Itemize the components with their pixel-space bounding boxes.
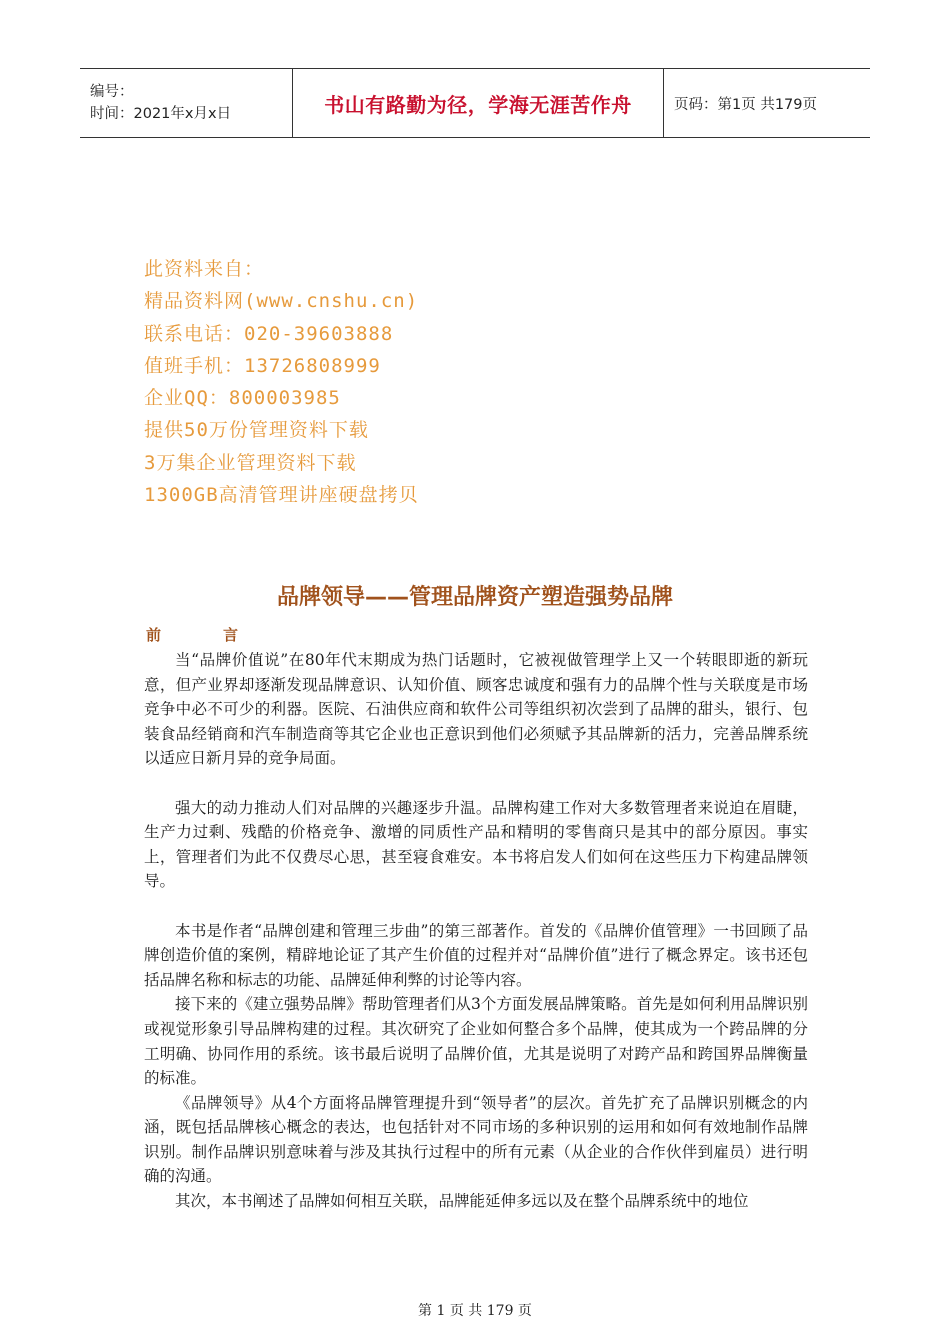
header-number: 编号： — [90, 84, 134, 100]
preface-char-1: 前 — [146, 626, 162, 644]
promo-block — [144, 253, 419, 511]
page-footer: 第 1 页 共 179 页 — [418, 1303, 532, 1319]
page-header — [80, 68, 870, 138]
paragraph: 接下来的《建立强势品牌》帮助管理者们从3个方面发展品牌策略。首先是如何利用品牌识别或视觉形象引导品牌构建的过程。其次研究了企业如何整合多个品牌，使其成为一个跨品牌的分工明确、协同作用的系统。该书最后说明了品牌价值，尤其是说明了对跨产品和跨国界品牌衡量的标准。 — [144, 995, 808, 1088]
promo-line: 精品资料网(www.cnshu.cn) — [144, 290, 419, 313]
header-page-number: 页码：第1页 共179页 — [674, 96, 818, 113]
header-motto: 书山有路勤为径，学海无涯苦作舟 — [324, 92, 632, 117]
header-motto-cell — [292, 69, 664, 137]
promo-line: 联系电话：020-39603888 — [144, 322, 394, 345]
promo-line: 值班手机：13726808999 — [144, 354, 381, 377]
preface-heading — [146, 624, 238, 645]
promo-line: 提供50万份管理资料下载 — [144, 419, 369, 442]
header-page-cell — [664, 69, 817, 137]
header-date: 时间：2021年x月x日 — [90, 106, 232, 122]
promo-line: 3万集企业管理资料下载 — [144, 451, 357, 474]
document-title: 品牌领导——管理品牌资产塑造强势品牌 — [276, 585, 673, 610]
promo-line: 此资料来自： — [144, 258, 265, 280]
paragraph: 本书是作者“品牌创建和管理三步曲”的第三部著作。首发的《品牌价值管理》一书回顾了品牌创造价值的案例，精辟地论证了其产生价值的过程并对“品牌价值”进行了概念界定。该书还包括品牌名称和标志的功能、品牌延伸利弊的讨论等内容。 — [144, 921, 808, 989]
header-meta — [80, 69, 292, 137]
preface-char-2: 言 — [223, 626, 239, 644]
promo-line: 企业QQ：800003985 — [144, 387, 341, 410]
paragraph: 当“品牌价值说”在80年代末期成为热门话题时，它被视做管理学上又一个转眼即逝的新玩意，但产业界却逐渐发现品牌意识、认知价值、顾客忠诚度和强有力的品牌个性与关联度是市场竞争中必不可少的利器。医院、石油供应商和软件公司等组织初次尝到了品牌的甜头，银行、包装食品经销商和汽车制造商等其它企业也正意识到他们必须赋予其品牌新的活力，完善品牌系统以适应日新月异的竞争局面。 — [144, 651, 808, 768]
paragraph: 强大的动力推动人们对品牌的兴趣逐步升温。品牌构建工作对大多数管理者来说迫在眉睫，生产力过剩、残酷的价格竞争、激增的同质性产品和精明的零售商只是其中的部分原因。事实上，管理者们为此不仅费尽心思，甚至寝食难安。本书将启发人们如何在这些压力下构建品牌领导。 — [144, 798, 808, 891]
promo-line: 1300GB高清管理讲座硬盘拷贝 — [144, 484, 419, 507]
paragraph: 《品牌领导》从4个方面将品牌管理提升到“领导者”的层次。首先扩充了品牌识别概念的内涵，既包括品牌核心概念的表达，也包括针对不同市场的多种识别的运用和如何有效地制作品牌识别。制作品牌识别意味着与涉及其执行过程中的所有元素（从企业的合作伙伴到雇员）进行明确的沟通。 — [144, 1093, 808, 1186]
paragraph: 其次，本书阐述了品牌如何相互关联，品牌能延伸多远以及在整个品牌系统中的地位 — [175, 1192, 749, 1211]
body-text — [144, 648, 808, 1214]
